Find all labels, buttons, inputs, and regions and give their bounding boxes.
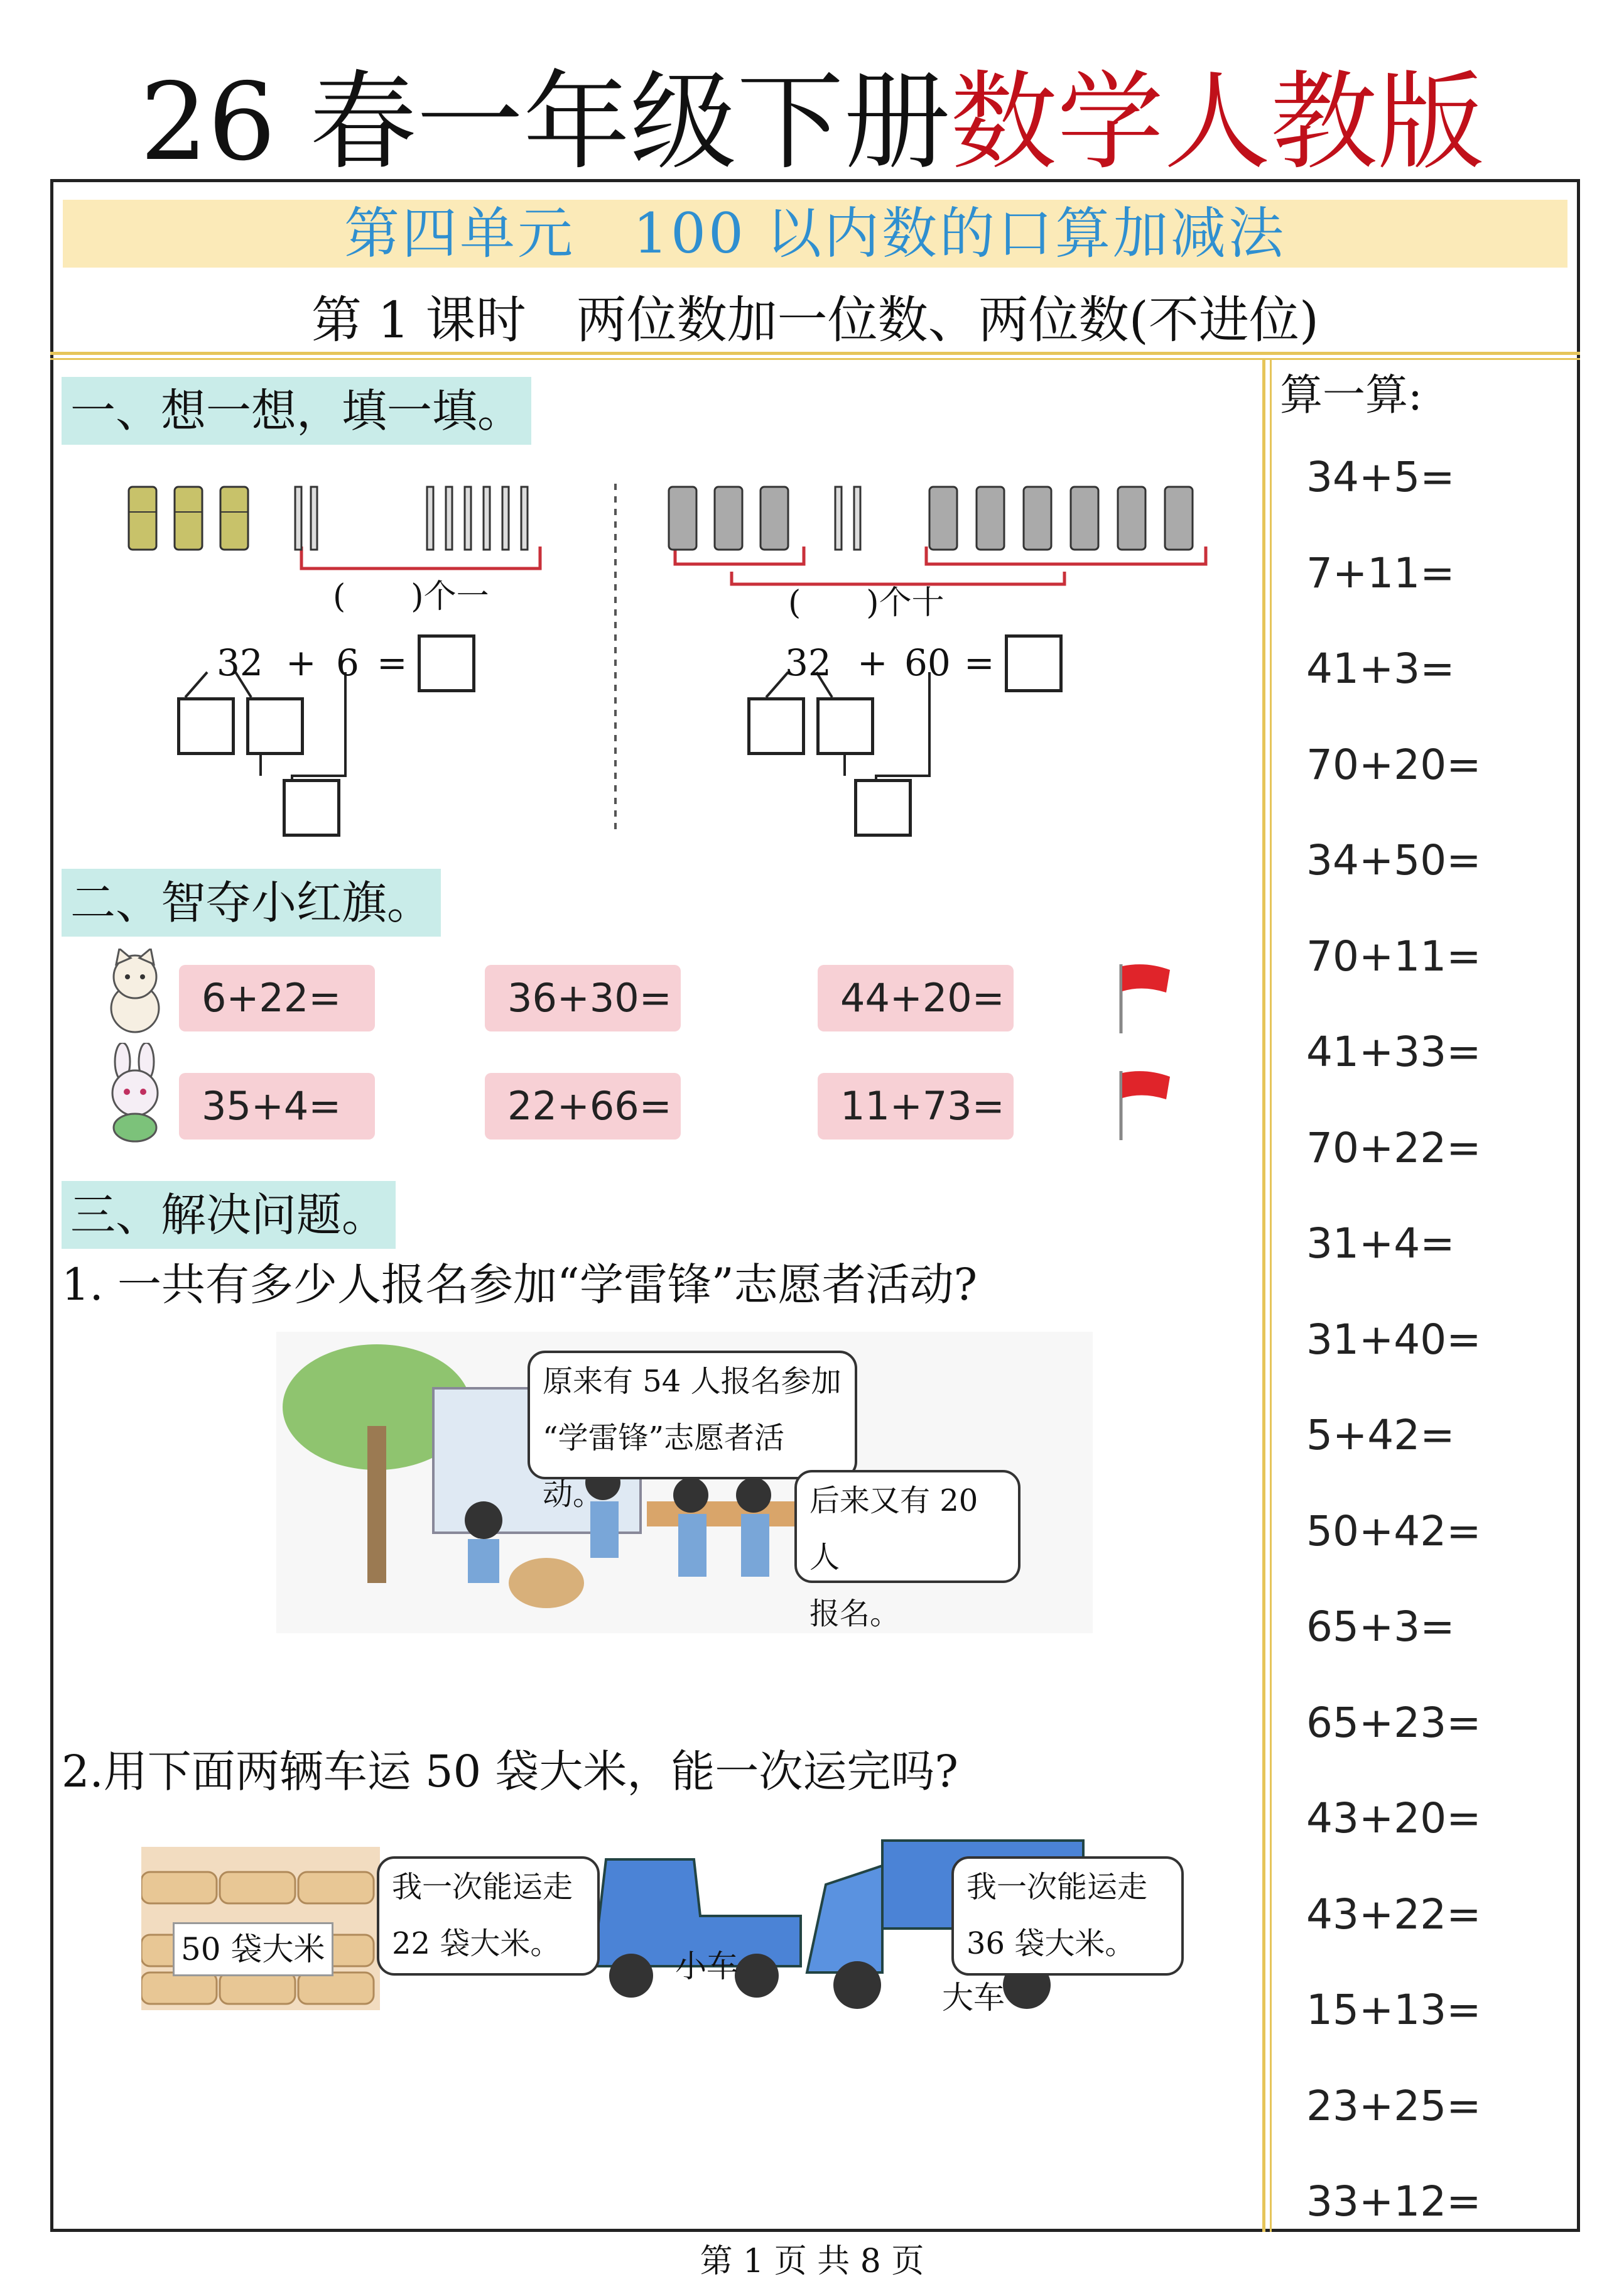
sidebar-calc-item: 41+33= [1306, 1028, 1481, 1076]
flag-sum-5: 22+66= [485, 1073, 681, 1140]
sidebar-calc-item: 43+22= [1306, 1890, 1481, 1939]
sidebar-calc-item: 50+42= [1306, 1506, 1481, 1555]
title-red: 数学人教版 [950, 60, 1485, 185]
left-addend-a: 32 [217, 641, 263, 684]
section2-heading: 二、智夺小红旗。 [62, 869, 441, 937]
sidebar-calc-item: 5+42= [1306, 1411, 1455, 1459]
rabbit-icon [97, 1043, 173, 1143]
left-sticks [126, 484, 628, 562]
left-op: + [286, 641, 317, 684]
sidebar-calc-item: 70+11= [1306, 932, 1481, 981]
right-split-box-2[interactable] [816, 697, 874, 755]
right-sum-box[interactable] [854, 779, 912, 837]
right-eq: = [964, 641, 995, 684]
bubble-later-count: 后来又有 20 人 报名。 [794, 1470, 1020, 1583]
right-split-box-1[interactable] [747, 697, 805, 755]
sidebar-calc-item: 34+5= [1306, 453, 1455, 501]
red-flag-icon [1115, 1068, 1177, 1143]
flag-sum-4: 35+4= [179, 1073, 375, 1140]
flag-sum-6: 11+73= [818, 1073, 1014, 1140]
sidebar-calc-item: 31+4= [1306, 1219, 1455, 1268]
header-divider-thin [50, 358, 1580, 360]
left-eq: = [377, 641, 408, 684]
bubble-original-count: 原来有 54 人报名参加 “学雷锋”志愿者活动。 [528, 1351, 857, 1479]
rice-label: 50 袋大米 [173, 1922, 333, 1976]
sidebar-calc-item: 31+40= [1306, 1315, 1481, 1364]
small-car-label: 小车 [675, 1948, 738, 1984]
left-sum-box[interactable] [283, 779, 340, 837]
flag-sum-1: 6+22= [179, 965, 375, 1031]
sidebar-calc-item: 65+23= [1306, 1698, 1481, 1747]
sidebar-calc-item: 7+11= [1306, 548, 1455, 597]
sidebar-calc-item: 33+12= [1306, 2177, 1481, 2226]
flag-sum-2: 36+30= [485, 965, 681, 1031]
left-split-box-2[interactable] [246, 697, 304, 755]
lesson-title: 第 1 课时 两位数加一位数、两位数(不进位) [311, 291, 1319, 349]
big-car-label: 大车 [942, 1979, 1005, 2016]
question-2: 2.用下面两辆车运 50 袋大米，能一次运完吗? [62, 1746, 958, 1797]
brace-tens [732, 572, 1064, 584]
bubble-small-truck: 我一次能运走 22 袋大米。 [377, 1856, 600, 1976]
sidebar-calc-item: 15+13= [1306, 1986, 1481, 2034]
sidebar-calc-item: 70+20= [1306, 740, 1481, 789]
section3-heading: 三、解决问题。 [62, 1181, 396, 1249]
sidebar-calc-item: 70+22= [1306, 1123, 1481, 1172]
right-sticks [666, 484, 1231, 562]
right-addend-b: 60 [904, 641, 951, 684]
question-1: 1. 一共有多少人报名参加“学雷锋”志愿者活动? [62, 1259, 978, 1310]
section1-heading: 一、想一想，填一填。 [62, 377, 531, 445]
sidebar-calc-item: 65+3= [1306, 1602, 1455, 1651]
flag-sum-3: 44+20= [818, 965, 1014, 1031]
right-addend-a: 32 [785, 641, 831, 684]
sidebar-calc-item: 23+25= [1306, 2081, 1481, 2130]
sidebar-heading: 算一算: [1280, 371, 1422, 420]
tens-label: ( )个十 [788, 584, 945, 622]
cat-icon [100, 949, 170, 1036]
page-footer: 第 1 页 共 8 页 [700, 2243, 924, 2280]
page-title [0, 60, 1624, 185]
unit-title: 第四单元 100 以内数的口算加减法 [344, 201, 1286, 266]
left-answer-box[interactable] [418, 634, 475, 692]
sidebar-divider [1262, 360, 1265, 2232]
sidebar-calc-item: 43+20= [1306, 1794, 1481, 1842]
title-black: 26 春一年级下册 [139, 60, 951, 185]
header-divider [50, 352, 1580, 355]
left-split-box-1[interactable] [177, 697, 235, 755]
left-addend-b: 6 [336, 641, 359, 684]
sidebar-divider-thin [1270, 360, 1272, 2232]
red-flag-icon [1115, 961, 1177, 1036]
sidebar-calc-item: 41+3= [1306, 645, 1455, 693]
right-op: + [857, 641, 888, 684]
bubble-big-truck: 我一次能运走 36 袋大米。 [951, 1856, 1184, 1976]
right-answer-box[interactable] [1005, 634, 1063, 692]
sidebar-calc-item: 34+50= [1306, 836, 1481, 884]
ones-label: ( )个一 [333, 578, 489, 616]
